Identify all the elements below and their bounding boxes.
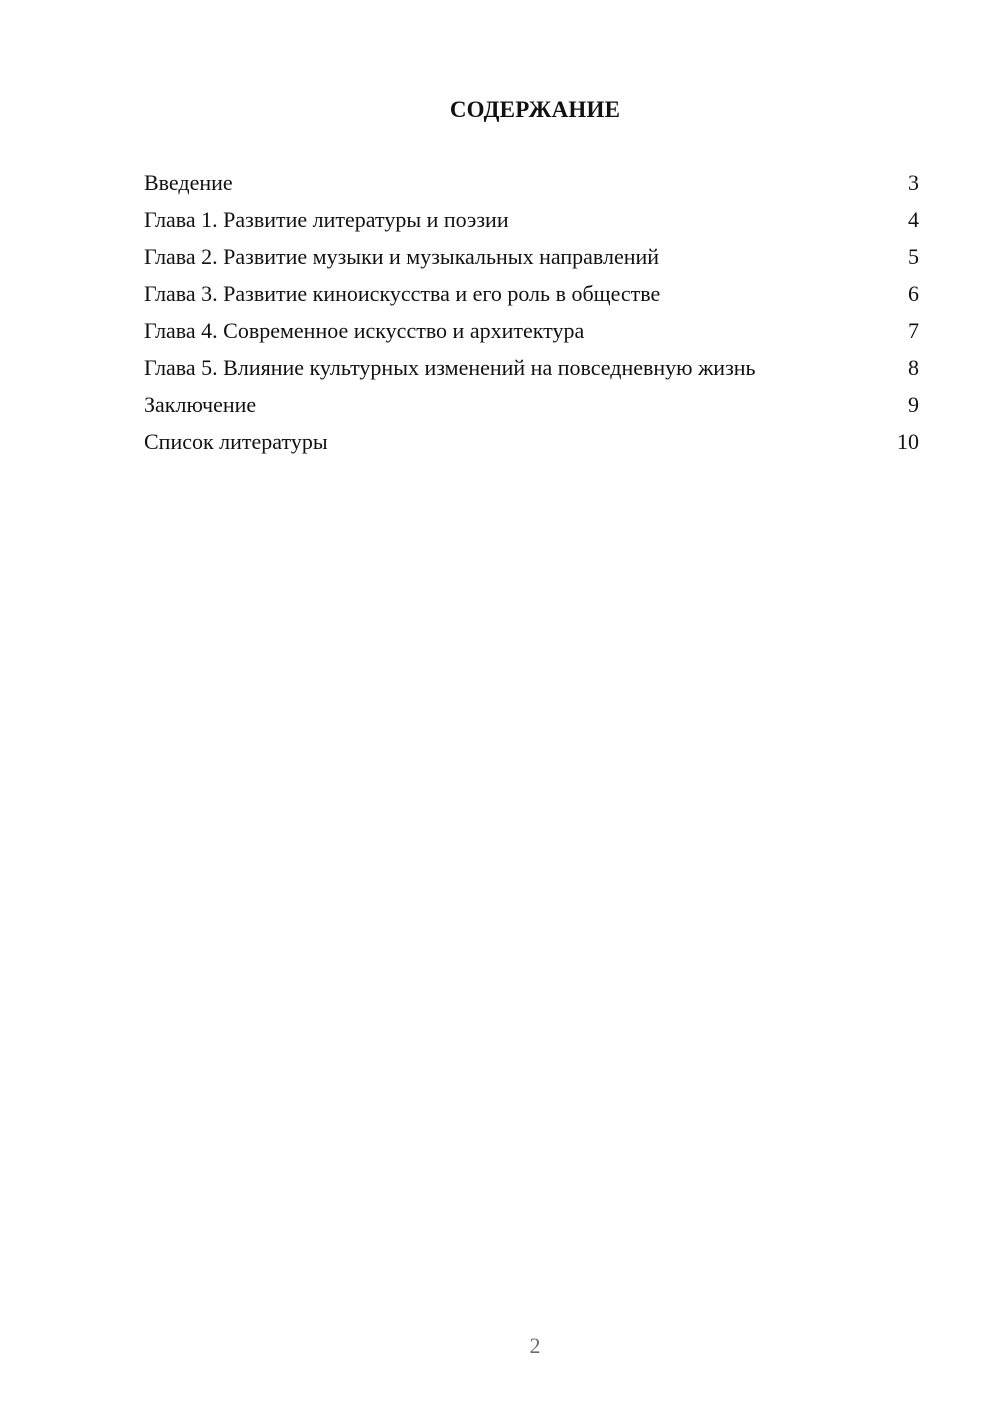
toc-item-page: 3 <box>908 170 919 195</box>
toc-item-page: 6 <box>908 281 919 306</box>
toc-item-label: Список литературы <box>144 429 328 454</box>
toc-item-page: 4 <box>908 207 919 232</box>
toc-item-label: Заключение <box>144 392 257 417</box>
page-title: СОДЕРЖАНИЕ <box>449 97 621 122</box>
toc-item-references <box>144 428 919 455</box>
toc-item-label: Глава 4. Современное искусство и архитектура <box>144 318 585 343</box>
toc-item-label: Глава 2. Развитие музыки и музыкальных направлений <box>144 244 660 269</box>
toc-item-chapter-3 <box>144 280 919 307</box>
toc-item-chapter-4 <box>144 317 919 344</box>
toc-item-label: Введение <box>144 170 233 195</box>
toc-item-label: Глава 3. Развитие киноискусства и его роль в обществе <box>144 281 661 306</box>
toc-item-page: 7 <box>908 318 919 343</box>
table-of-contents <box>144 169 919 465</box>
toc-item-page: 8 <box>908 355 919 380</box>
toc-item-chapter-2 <box>144 243 919 270</box>
toc-item-introduction <box>144 169 919 196</box>
toc-item-conclusion <box>144 391 919 418</box>
toc-item-page: 10 <box>897 429 919 454</box>
toc-item-label: Глава 1. Развитие литературы и поэзии <box>144 207 509 232</box>
toc-item-page: 5 <box>908 244 919 269</box>
toc-item-chapter-1 <box>144 206 919 233</box>
toc-item-page: 9 <box>908 392 919 417</box>
toc-item-label: Глава 5. Влияние культурных изменений на повседневную жизнь <box>144 355 756 380</box>
toc-item-chapter-5 <box>144 354 919 381</box>
page-number: 2 <box>529 1333 541 1358</box>
